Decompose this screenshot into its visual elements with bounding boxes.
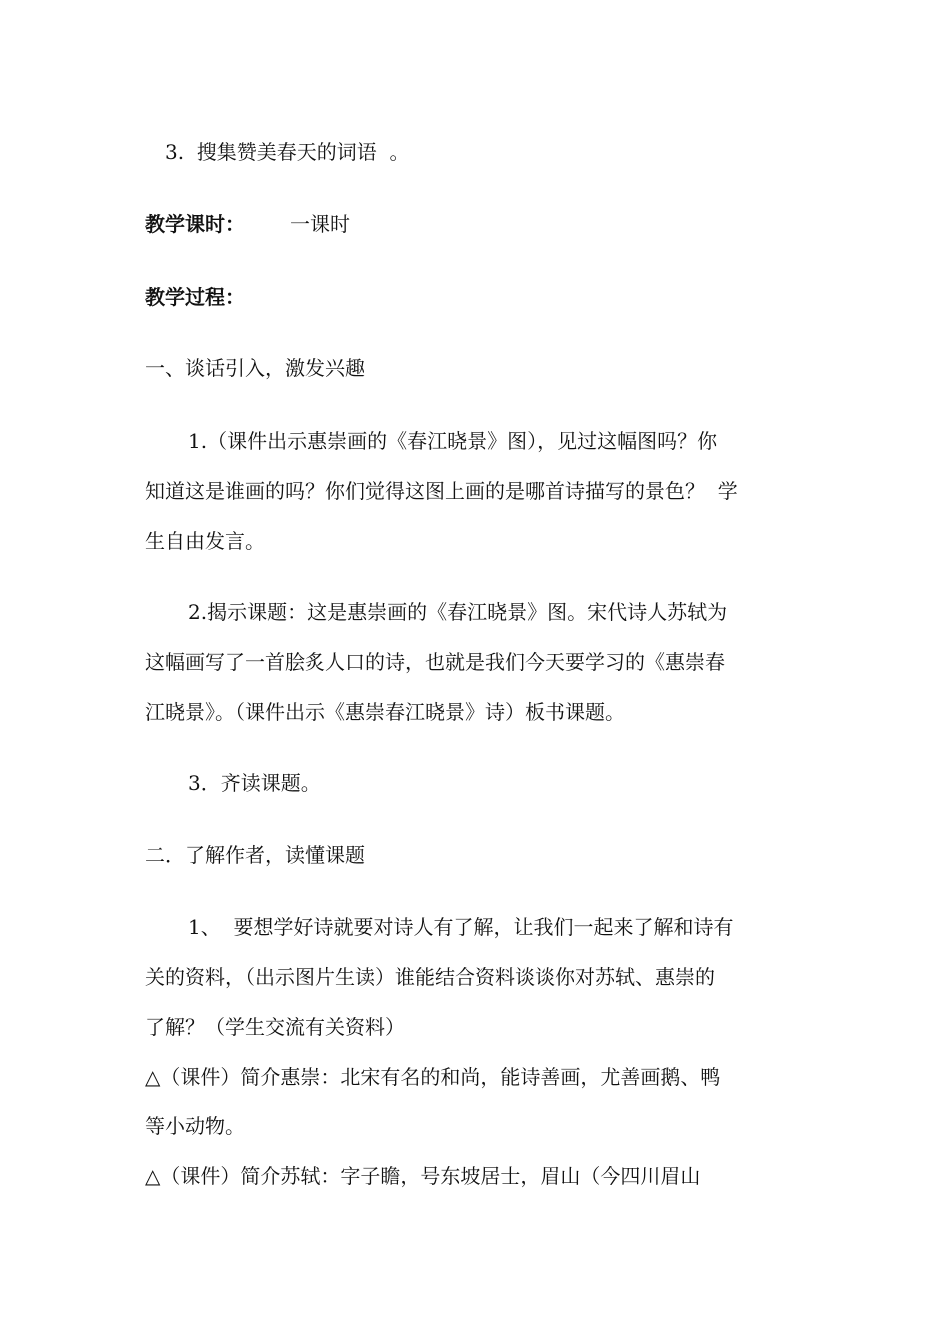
lesson-time-label: 教学课时： bbox=[145, 212, 245, 236]
note-huichong-line-1: △（课件）简介惠崇：北宋有名的和尚，能诗善画，尤善画鹅、鸭 bbox=[145, 1065, 721, 1089]
section-2-heading: 二．了解作者，读懂课题 bbox=[145, 843, 365, 867]
section-1-p1-line-3: 生自由发言。 bbox=[145, 529, 265, 553]
note-huichong-line-2: 等小动物。 bbox=[145, 1114, 245, 1138]
note-sushi-line-1: △（课件）简介苏轼：字子瞻，号东坡居士，眉山（今四川眉山 bbox=[145, 1164, 701, 1188]
lesson-time-value: 一课时 bbox=[290, 212, 350, 236]
section-1-p2-line-2: 这幅画写了一首脍炙人口的诗，也就是我们今天要学习的《惠崇春 bbox=[145, 650, 725, 674]
section-1-p2-line-1: 2.揭示课题：这是惠崇画的《春江晓景》图。宋代诗人苏轼为 bbox=[188, 600, 728, 624]
section-1-p2-line-3: 江晓景》。（课件出示《惠崇春江晓景》诗）板书课题。 bbox=[145, 700, 625, 724]
section-2-p1-line-3: 了解？（学生交流有关资料） bbox=[145, 1015, 405, 1039]
section-2-p1-line-2: 关的资料，（出示图片生读）谁能结合资料谈谈你对苏轼、惠崇的 bbox=[145, 965, 715, 989]
section-1-heading: 一、谈话引入，激发兴趣 bbox=[145, 356, 365, 380]
list-item-3: 3. 搜集赞美春天的词语 。 bbox=[165, 140, 410, 164]
section-1-p3: 3．齐读课题。 bbox=[188, 771, 321, 795]
section-1-p1-line-1: 1.（课件出示惠崇画的《春江晓景》图），见过这幅图吗？你 bbox=[188, 429, 718, 453]
section-2-p1-line-1: 1、 要想学好诗就要对诗人有了解，让我们一起来了解和诗有 bbox=[188, 915, 734, 939]
section-1-p1-line-2: 知道这是谁画的吗？你们觉得这图上画的是哪首诗描写的景色？ 学 bbox=[145, 479, 738, 503]
process-heading: 教学过程： bbox=[145, 285, 245, 309]
